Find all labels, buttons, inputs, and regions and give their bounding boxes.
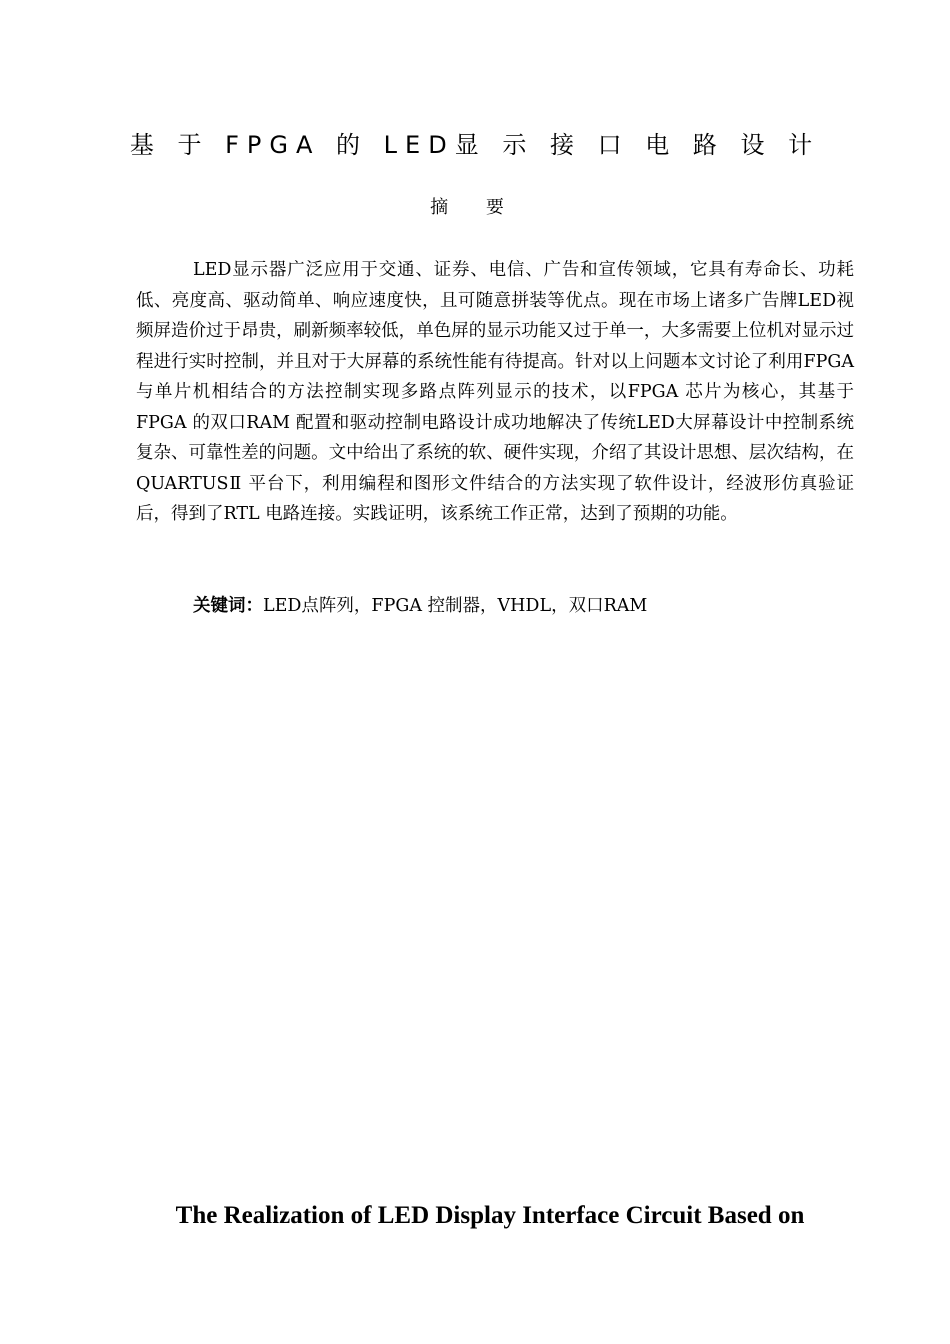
- keywords-line: [193, 592, 647, 620]
- keywords-value: LED点阵列，FPGA 控制器，VHDL，双口RAM: [263, 596, 648, 616]
- document-title: 基 于 FPGA 的 LED显 示 接 口 电 路 设 计: [129, 131, 821, 159]
- abstract-heading: 摘 要: [430, 197, 520, 218]
- keywords-label: 关键词：: [193, 596, 263, 616]
- abstract-body: LED显示器广泛应用于交通、证券、电信、广告和宣传领域，它具有寿命长、功耗低、亮度高、驱动简单、响应速度快，且可随意拼装等优点。现在市场上诸多广告牌LED视频屏造价过于昂贵，刷新频率较低，单色屏的显示功能又过于单一，大多需要上位机对显示过程进行实时控制，并且对于大屏幕的系统性能有待提高。针对以上问题本文讨论了利用FPGA 与单片机相结合的方法控制实现多路点阵列显示的技术，以FPGA 芯片为核心，其基于FPGA 的双口RAM 配置和驱动控制电路设计成功地解决了传统LED大屏幕设计中控制系统复杂、可靠性差的问题。文中给出了系统的软、硬件实现，介绍了其设计思想、层次结构，在QUARTUSⅡ 平台下，利用编程和图形文件结合的方法实现了软件设计，经波形仿真验证后，得到了RTL 电路连接。实践证明，该系统工作正常，达到了预期的功能。: [136, 260, 854, 524]
- english-title: The Realization of LED Display Interface Circuit Based on: [175, 1202, 805, 1229]
